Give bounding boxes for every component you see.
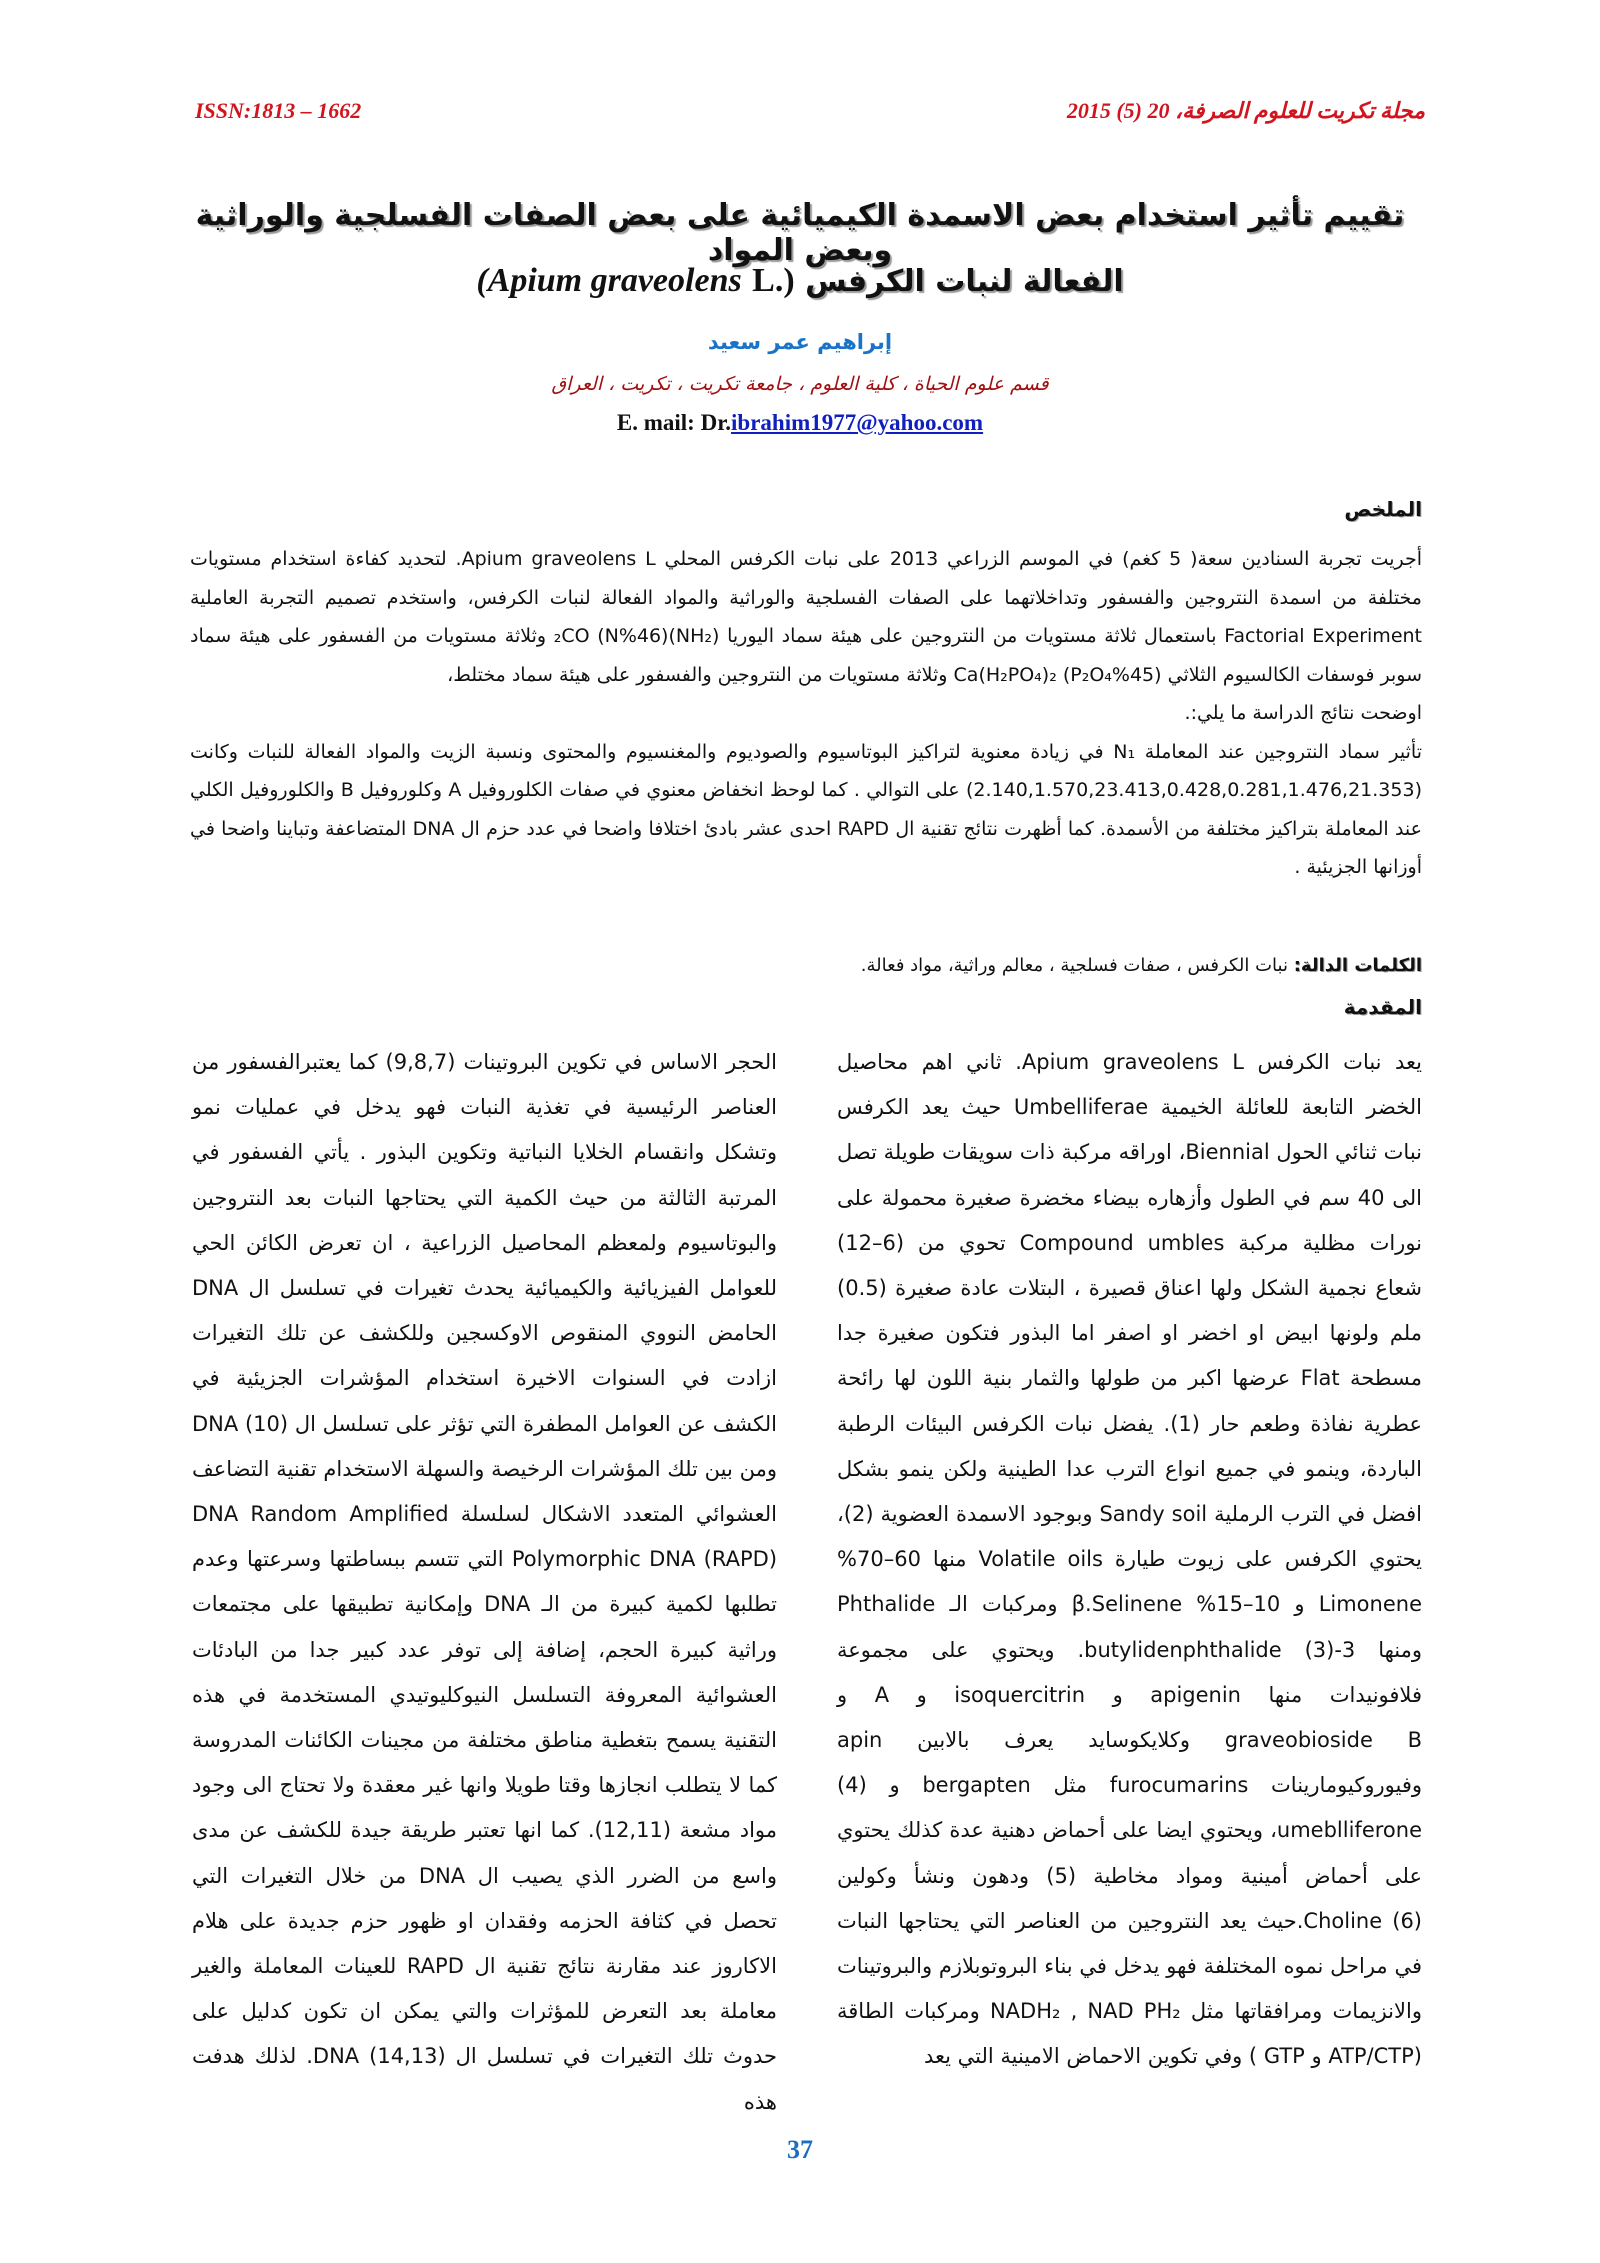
abstract-body [190,540,1422,887]
abstract-paragraph-2: اوضحت نتائج الدراسة ما يلي:. [1184,702,1422,724]
intro-column-left [192,1040,777,2125]
author-email [0,410,1600,436]
abstract-paragraph-3: تأثير سماد النتروجين عند المعاملة N₁ في زيادة معنوية لتراكيز البوتاسيوم والصوديوم والمغنسيوم والمحتوى ونسبة الزيت والمواد الفعالة للنبات وكانت (2.140,1.570,23.413,0.428,0.281,1.476,21.353) على التوالي . كما لوحظ انخفاض معنوي في صفات الكلوروفيل A وكلوروفيل B والكلوروفيل الكلي عند المعاملة بتراكيز مختلفة من الأسمدة. كما أظهرت نتائج تقنية ال RAPD احدى عشر بادئ اختلافا واضحا في عدد حزم ال DNA المتضاعفة وتباينا واضحا في أوزانها الجزيئية . [190,740,1422,878]
intro-left-text: الحجر الاساس في تكوين البروتينات (9,8,7) كما يعتبرالفسفور من العناصر الرئيسية في تغذية النبات فهو يدخل في عمليات نمو وتشكل وانقسام الخلايا النباتية وتكوين البذور . يأتي الفسفور في المرتبة الثالثة من حيث الكمية التي يحتاجها النبات بعد النتروجين والبوتاسيوم ولمعظم المحاصيل الزراعية ، ان تعرض الكائن الحي للعوامل الفيزيائية والكيميائية يحدث تغيرات في تسلسل ال DNA الحامض النووي المنقوص الاوكسجين وللكشف عن تلك التغيرات ازادت في السنوات الاخيرة استخدام المؤشرات الجزيئية في الكشف عن العوامل المطفرة التي تؤثر على تسلسل ال DNA (10) ومن بين تلك المؤشرات الرخيصة والسهلة الاستخدام تقنية التضاعف العشوائي المتعدد الاشكال لسلسلة DNA Random Amplified Polymorphic DNA (RAPD) التي تتسم ببساطتها وسرعتها وعدم تطلبها لكمية كبيرة من الـ DNA وإمكانية تطبيقها على مجتمعات وراثية كبيرة الحجم، إضافة إلى توفر عدد كبير جدا من البادئات العشوائية المعروفة التسلسل النيوكليوتيدي المستخدمة في هذه التقنية يسمح بتغطية مناطق مختلفة من مجينات الكائنات المدروسة كما لا يتطلب انجازها وقتا طويلا وانها غير معقدة ولا تحتاج الى وجود مواد مشعة (12,11). كما انها تعتبر طريقة جيدة للكشف عن مدى واسع من الضرر الذي يصيب ال DNA من خلال التغيرات التي تحصل في كثافة الحزمه وفقدان او ظهور حزم جديدة على هلام الاكاروز عند مقارنة نتائج تقنية ال RAPD للعينات المعاملة والغير معاملة بعد التعرض للمؤثرات والتي يمكن ان تكون كدليل على حدوث تلك التغيرات في تسلسل ال DNA (14,13). لذلك هدفت هذه [192,1050,778,2114]
abstract-paragraph-1: أجريت تجربة السنادين سعة( 5 كغم) في الموسم الزراعي 2013 على نبات الكرفس المحلي Apium graveolens L. لتحديد كفاءة استخدام مستويات مختلفة من اسمدة النتروجين والفسفور وتداخلاتهما على الصفات الفسلجية والوراثية والمواد الفعالة لنبات الكرفس، واستخدم تصميم التجربة العاملية Factorial Experiment باستعمال ثلاثة مستويات من النتروجين على هيئة سماد اليوريا (NH₂)₂CO (N%46) وثلاثة مستويات من الفسفور على هيئة سماد سوبر فوسفات الكالسيوم الثلاثي Ca(H₂PO₄)₂ (P₂O₄%45) وثلاثة مستويات من النتروجين والفسفور على هيئة سماد مختلط، [190,548,1423,686]
title-arabic-part: الفعالة لنبات الكرفس [805,264,1124,299]
abstract-heading: الملخص [1344,497,1422,521]
email-prefix: E. mail: Dr. [616,410,732,435]
paper-title-line-2 [170,262,1430,300]
journal-citation: مجلة تكريت للعلوم الصرفة، 20 (5) 2015 [1066,98,1425,123]
author-name: إبراهيم عمر سعيد [707,330,893,354]
issn-label: ISSN:1813 – 1662 [195,98,362,123]
title-species-name [476,264,794,299]
title-species-author: L.) [752,262,795,299]
email-link[interactable]: ibrahim1977@yahoo.com [731,410,984,435]
intro-right-text: يعد نبات الكرفس Apium graveolens L. ثاني اهم محاصيل الخضر التابعة للعائلة الخيمية Umbelliferae حيث يعد الكرفس نبات ثنائي الحول Biennial، اوراقه مركبة ذات سويقات طويلة تصل الى 40 سم في الطول وأزهاره بيضاء مخضرة صغيرة محمولة على نورات مظلية مركبة Compound umbles تحوي من (6–12) شعاع نجمية الشكل ولها اعناق قصيرة ، البتلات عادة صغيرة (0.5) ملم ولونها ابيض او اخضر او اصفر اما البذور فتكون صغيرة جدا مسطحة Flat عرضها اكبر من طولها والثمار بنية اللون لها رائحة عطرية نفاذة وطعم حار (1). يفضل نبات الكرفس البيئات الرطبة الباردة، وينمو في جميع انواع الترب عدا الطينية ولكن ينمو بشكل افضل في الترب الرملية Sandy soil وبوجود الاسمدة العضوية (2)، يحتوي الكرفس على زيوت طيارة Volatile oils منها 60–70% Limonene و 10–15% β.Selinene ومركبات الـ Phthalide ومنها 3-butylidenphthalide (3). ويحتوي على مجموعة فلافونيدات منها apigenin و isoquercitrin و A و graveobioside B وكلايكوسايد يعرف بالابين apin وفيوروكيومارينات furocumarins مثل bergapten و (4) umeblliferone، ويحتوي ايضا على أحماض دهنية عدة كذلك يحتوي على أحماض أمينية ومواد مخاطية (5) ودهون ونشأ وكولين Choline (6).حيث يعد النتروجين من العناصر التي يحتاجها النبات في مراحل نموه المختلفة فهو يدخل في بناء البروتوبلازم والبروتينات والانزيمات ومرافقاتها مثل NADH₂ , NAD PH₂ ومركبات الطاقة (ATP/CTP و GTP ) وفي تكوين الاحماض الامينية التي يعد [837,1050,1423,2069]
intro-heading: المقدمة [1343,995,1422,1019]
page-number: 37 [787,2135,813,2164]
paper-title-line-1: تقييم تأثير استخدام بعض الاسمدة الكيميائية على بعض الصفات الفسلجية والوراثية وبعض المواد [195,198,1405,268]
title-species-italic: (Apium graveolens [476,262,742,299]
keywords [190,955,1422,976]
intro-column-right [837,1040,1422,2080]
keywords-text: نبات الكرفس ، صفات فسلجية ، معالم وراثية، مواد فعالة. [860,955,1294,976]
author-affiliation: قسم علوم الحياة ، كلية العلوم ، جامعة تكريت ، تكريت ، العراق [551,373,1049,395]
keywords-label: الكلمات الدالة: [1293,955,1422,976]
